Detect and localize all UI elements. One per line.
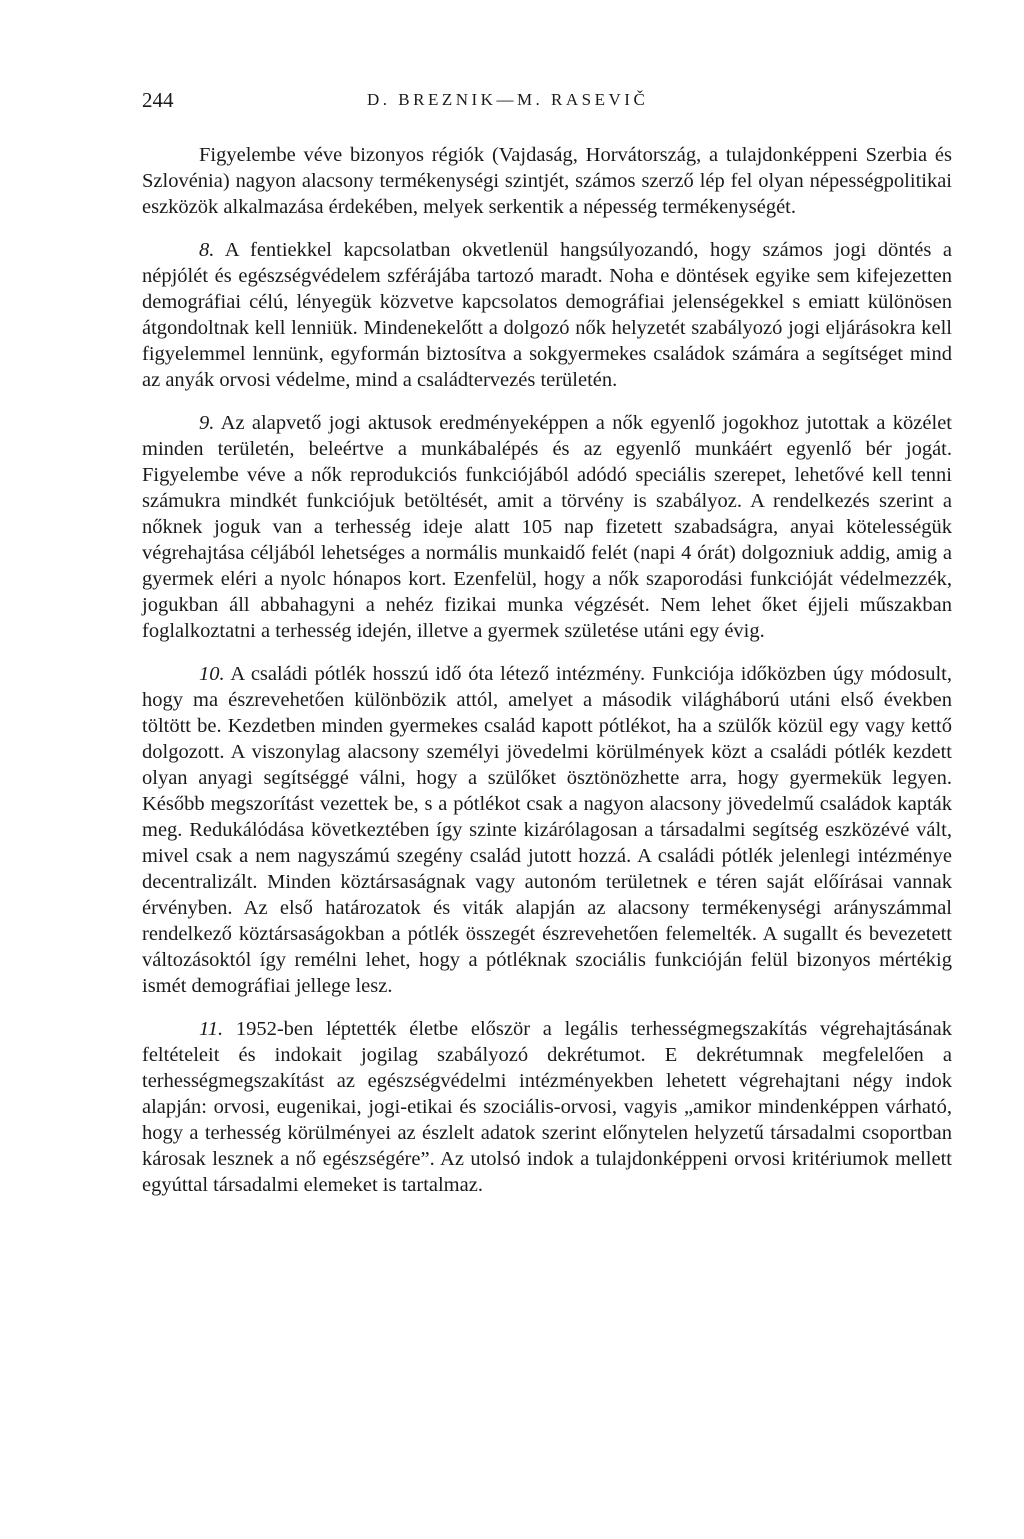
paragraph (142, 410, 952, 644)
paragraph-text: Az alapvető jogi aktusok eredményeképpen a nők egyenlő jogokhoz jutottak a közélet minden területén, beleértve a munkábalépés és az egyenlő munkáért egyenlő bér jogát. Figyelembe véve a nők reprodukciós funkciójából adódó speciális szerepet, lehetővé kell tenni számukra mindkét funkciójuk betöltését, amit a törvény is szabályoz. A rendelkezés szerint a nőknek joguk van a terhesség ideje alatt 105 nap fizetett szabadságra, anyai kötelességük végrehajtása céljából lehetséges a normális munkaidő felét (napi 4 órát) dolgozniuk addig, amig a gyermek eléri a nyolc hónapos kort. Ezenfelül, hogy a nők szaporodási funkcióját védelmezzék, jogukban áll abbahagyni a nehéz fizikai munka végzését. Nem lehet őket éjjeli műszakban foglalkoztatni a terhesség idején, illetve a gyermek születése utáni egy évig. (142, 412, 952, 642)
paragraph (142, 1016, 952, 1198)
paragraph-number: 11. (199, 1018, 224, 1040)
paragraph (142, 237, 952, 393)
paragraph-number: 10. (199, 663, 225, 685)
paragraph-text: 1952-ben léptették életbe először a legális terhességmegszakítás végrehajtásának feltételeit és indokait jogilag szabályozó dekrétumot. E dekrétumnak megfelelően a terhességmegszakítást az egészségvédelmi intézményekben lehetett végrehajtani négy indok alapján: orvosi, eugenikai, jogi-etikai és szociális-orvosi, vagyis „amikor mindenképpen várható, hogy a terhesség körülményei az észlelt adatok szerint előnytelen helyzetű társadalmi csoportban károsak lesznek a nő egészségére”. Az utolsó indok a tulajdonképpeni orvosi kritériumok mellett egyúttal társadalmi elemeket is tartalmaz. (142, 1018, 952, 1196)
paragraph-text: Figyelembe véve bizonyos régiók (Vajdaság, Horvátország, a tulajdonképpeni Szerbia és Szlovénia) nagyon alacsony termékenységi szintjét, számos szerző lép fel olyan népességpolitikai eszközök alkalmazása érdekében, melyek serkentik a népesség termékenységét. (142, 144, 952, 218)
paragraph-number: 8. (199, 239, 215, 261)
paragraph (142, 661, 952, 999)
running-head: D. BREZNIK—M. RASEVIČ (367, 90, 649, 109)
body-text (142, 142, 952, 1215)
page-number: 244 (142, 88, 174, 112)
page-header (142, 88, 952, 118)
paragraph-text: A fentiekkel kapcsolatban okvetlenül hangsúlyozandó, hogy számos jogi döntés a népjólét és egészségvédelem szférájába tartozó maradt. Noha e döntések egyike sem kifejezetten demográfiai célú, lényegük közvetve kapcsolatos demográfiai jelenségekkel s emiatt különösen átgondoltnak kell lenniük. Mindenekelőtt a dolgozó nők helyzetét szabályozó jogi eljárásokra kell figyelemmel lennünk, egyformán biztosítva a sokgyermekes családok számára a segítséget mind az anyák orvosi védelme, mind a családtervezés területén. (142, 239, 952, 391)
paragraph-number: 9. (199, 412, 215, 434)
paragraph-text: A családi pótlék hosszú idő óta létező intézmény. Funkciója időközben úgy módosult, hogy ma észrevehetően különbözik attól, amelyet a második világháború utáni első években töltött be. Kezdetben minden gyermekes család kapott pótlékot, ha a szülők közül egy vagy kettő dolgozott. A viszonylag alacsony személyi jövedelmi körülmények közt a családi pótlék kezdett olyan anyagi segítséggé válni, hogy a szülőket ösztönözhette arra, hogy gyermekük legyen. Később megszorítást vezettek be, s a pótlékot csak a nagyon alacsony jövedelmű családok kapták meg. Redukálódása következtében így szinte kizárólagosan a társadalmi segítség eszközévé vált, mivel csak a nem nagyszámú szegény család jutott hozzá. A családi pótlék jelenlegi intézménye decentralizált. Minden köztársaságnak vagy autonóm területnek e téren saját előírásai vannak érvényben. Az első határozatok és viták alapján az alacsony termékenységi arányszámmal rendelkező köztársaságokban a pótlék összegét észrevehetően felemelték. A sugallt és bevezetett változásoktól így remélni lehet, hogy a pótléknak szociális funkcióján felül bizonyos mértékig ismét demográfiai jellege lesz. (142, 663, 952, 997)
paragraph (142, 142, 952, 220)
